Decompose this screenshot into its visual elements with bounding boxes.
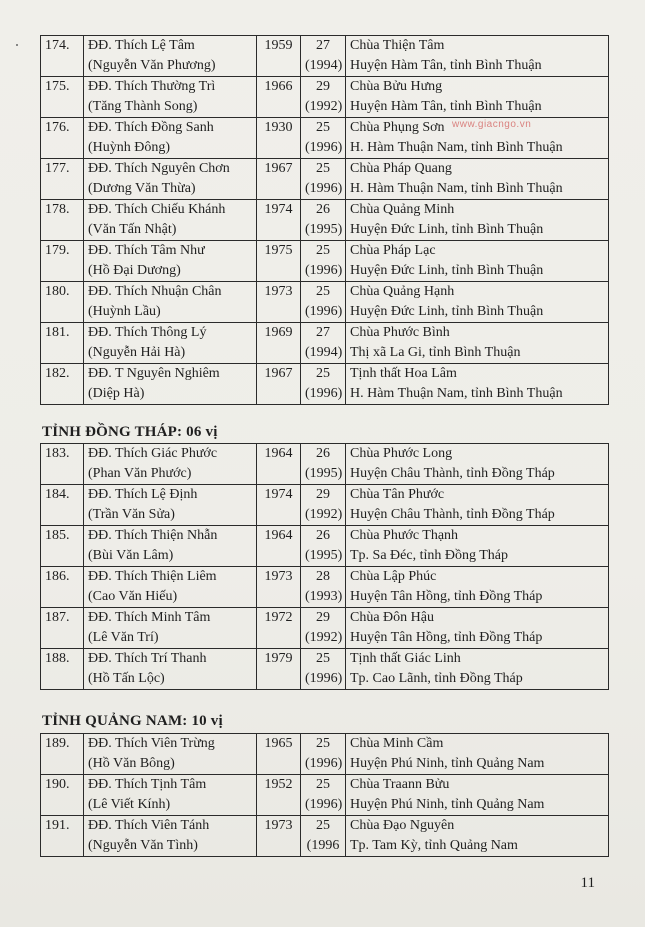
ordination-cell (301, 282, 346, 323)
birth-year: 1969 (257, 323, 301, 364)
temple-cell (346, 816, 609, 857)
entry-number: 178. (41, 200, 84, 241)
ordination-age: 25 (316, 243, 330, 258)
ordination-age: 29 (316, 79, 330, 94)
lay-name: (Dương Văn Thừa) (88, 181, 196, 196)
temple-location: Huyện Tân Hồng, tỉnh Đồng Tháp (350, 589, 543, 604)
birth-year: 1965 (257, 734, 301, 775)
dharma-name: ĐĐ. Thích Viên Tánh (88, 818, 210, 833)
ordination-age: 25 (316, 161, 330, 176)
temple-location: H. Hàm Thuận Nam, tỉnh Bình Thuận (350, 140, 563, 155)
table-row (41, 159, 609, 200)
monk-name-cell (84, 526, 257, 567)
ordination-cell (301, 567, 346, 608)
entry-number: 177. (41, 159, 84, 200)
table-row (41, 323, 609, 364)
birth-year: 1952 (257, 775, 301, 816)
entry-number: 184. (41, 485, 84, 526)
ordination-age: 25 (316, 736, 330, 751)
ordination-cell (301, 36, 346, 77)
birth-year: 1973 (257, 282, 301, 323)
ordination-cell (301, 200, 346, 241)
monk-name-cell (84, 734, 257, 775)
entry-number: 180. (41, 282, 84, 323)
temple-name: Chùa Lập Phúc (350, 569, 437, 584)
dharma-name: ĐĐ. Thích Thiện Nhẫn (88, 528, 218, 543)
monk-name-cell (84, 118, 257, 159)
ordination-cell (301, 77, 346, 118)
temple-cell (346, 608, 609, 649)
table-row (41, 775, 609, 816)
page-number: 11 (580, 875, 595, 891)
birth-year: 1964 (257, 526, 301, 567)
birth-year: 1959 (257, 36, 301, 77)
temple-cell (346, 77, 609, 118)
entry-number: 183. (41, 444, 84, 485)
table-row (41, 608, 609, 649)
table-row (41, 526, 609, 567)
birth-year: 1967 (257, 364, 301, 405)
ordination-year: (1995) (305, 222, 343, 237)
temple-cell (346, 118, 609, 159)
register-table-quang-nam (40, 733, 609, 857)
temple-cell (346, 159, 609, 200)
temple-location: H. Hàm Thuận Nam, tỉnh Bình Thuận (350, 386, 563, 401)
temple-cell (346, 323, 609, 364)
temple-location: Huyện Châu Thành, tỉnh Đồng Tháp (350, 507, 555, 522)
dharma-name: ĐĐ. Thích Nhuận Chân (88, 284, 222, 299)
ordination-year: (1996) (305, 386, 343, 401)
entry-number: 191. (41, 816, 84, 857)
temple-name: Chùa Traann Bửu (350, 777, 450, 792)
table-row (41, 36, 609, 77)
temple-name: Chùa Phụng Sơn (350, 120, 445, 135)
ordination-year: (1996) (305, 181, 343, 196)
ordination-cell (301, 734, 346, 775)
temple-location: Huyện Châu Thành, tỉnh Đồng Tháp (350, 466, 555, 481)
lay-name: (Lê Văn Trí) (88, 630, 159, 645)
table-row (41, 567, 609, 608)
dharma-name: ĐĐ. Thích Giác Phước (88, 446, 218, 461)
temple-name: Chùa Đạo Nguyên (350, 818, 455, 833)
ordination-year: (1994) (305, 345, 343, 360)
temple-location: Huyện Đức Linh, tỉnh Bình Thuận (350, 304, 544, 319)
temple-location: H. Hàm Thuận Nam, tỉnh Bình Thuận (350, 181, 563, 196)
temple-location: Huyện Đức Linh, tỉnh Bình Thuận (350, 263, 544, 278)
entry-number: 190. (41, 775, 84, 816)
entry-number: 186. (41, 567, 84, 608)
temple-cell (346, 775, 609, 816)
ordination-cell (301, 526, 346, 567)
entry-number: 182. (41, 364, 84, 405)
table-row (41, 282, 609, 323)
ordination-age: 25 (316, 818, 330, 833)
lay-name: (Phan Văn Phước) (88, 466, 192, 481)
temple-location: Huyện Phú Ninh, tỉnh Quảng Nam (350, 797, 545, 812)
ordination-year: (1996) (305, 304, 343, 319)
ordination-age: 26 (316, 528, 330, 543)
register-table-dong-thap (40, 443, 609, 690)
lay-name: (Nguyễn Văn Tình) (88, 838, 198, 853)
birth-year: 1975 (257, 241, 301, 282)
lay-name: (Bùi Văn Lâm) (88, 548, 174, 563)
table-row (41, 241, 609, 282)
lay-name: (Cao Văn Hiếu) (88, 589, 178, 604)
temple-name: Chùa Đôn Hậu (350, 610, 434, 625)
temple-location: Huyện Tân Hồng, tỉnh Đồng Tháp (350, 630, 543, 645)
dharma-name: ĐĐ. Thích Trí Thanh (88, 651, 207, 666)
monk-name-cell (84, 444, 257, 485)
table-row (41, 734, 609, 775)
ordination-age: 25 (316, 284, 330, 299)
lay-name: (Hồ Tấn Lộc) (88, 671, 165, 686)
entry-number: 176. (41, 118, 84, 159)
entry-number: 174. (41, 36, 84, 77)
temple-name: Chùa Tân Phước (350, 487, 445, 502)
entry-number: 175. (41, 77, 84, 118)
birth-year: 1966 (257, 77, 301, 118)
table-row (41, 200, 609, 241)
temple-name: Chùa Minh Cầm (350, 736, 444, 751)
monk-name-cell (84, 775, 257, 816)
lay-name: (Trần Văn Sửa) (88, 507, 175, 522)
birth-year: 1964 (257, 444, 301, 485)
monk-name-cell (84, 159, 257, 200)
temple-location: Huyện Hàm Tân, tỉnh Bình Thuận (350, 58, 542, 73)
temple-cell (346, 485, 609, 526)
entry-number: 179. (41, 241, 84, 282)
birth-year: 1930 (257, 118, 301, 159)
temple-cell (346, 526, 609, 567)
birth-year: 1974 (257, 485, 301, 526)
ordination-year: (1996) (305, 756, 343, 771)
section-title-quang-nam: TỈNH QUẢNG NAM: 10 vị (42, 713, 223, 729)
watermark: www.giacngo.vn (452, 119, 532, 130)
ordination-cell (301, 364, 346, 405)
ordination-age: 26 (316, 202, 330, 217)
lay-name: (Diệp Hà) (88, 386, 145, 401)
birth-year: 1974 (257, 200, 301, 241)
temple-cell (346, 241, 609, 282)
temple-name: Tịnh thất Hoa Lâm (350, 366, 457, 381)
ordination-age: 25 (316, 777, 330, 792)
temple-cell (346, 200, 609, 241)
ordination-year: (1992) (305, 99, 343, 114)
ordination-year: (1996 (306, 838, 340, 853)
temple-name: Chùa Phước Long (350, 446, 453, 461)
lay-name: (Nguyễn Văn Phương) (88, 58, 216, 73)
birth-year: 1972 (257, 608, 301, 649)
table-row (41, 77, 609, 118)
ordination-cell (301, 775, 346, 816)
entry-number: 189. (41, 734, 84, 775)
temple-name: Chùa Pháp Lạc (350, 243, 436, 258)
temple-cell (346, 282, 609, 323)
lay-name: (Văn Tấn Nhật) (88, 222, 177, 237)
dharma-name: ĐĐ. Thích Đồng Sanh (88, 120, 214, 135)
birth-year: 1973 (257, 567, 301, 608)
register-table-binh-thuan (40, 35, 609, 405)
lay-name: (Tăng Thành Song) (88, 99, 198, 114)
ordination-year: (1996) (305, 797, 343, 812)
ordination-cell (301, 241, 346, 282)
temple-location: Tp. Sa Đéc, tỉnh Đồng Tháp (350, 548, 508, 563)
temple-location: Huyện Phú Ninh, tỉnh Quảng Nam (350, 756, 545, 771)
temple-name: Chùa Quảng Hạnh (350, 284, 455, 299)
temple-cell (346, 364, 609, 405)
lay-name: (Hồ Văn Bông) (88, 756, 175, 771)
temple-location: Huyện Đức Linh, tỉnh Bình Thuận (350, 222, 544, 237)
ordination-cell (301, 323, 346, 364)
monk-name-cell (84, 36, 257, 77)
dharma-name: ĐĐ. Thích Lệ Tâm (88, 38, 195, 53)
dharma-name: ĐĐ. Thích Thông Lý (88, 325, 207, 340)
temple-location: Thị xã La Gi, tỉnh Bình Thuận (350, 345, 521, 360)
ordination-age: 27 (316, 38, 330, 53)
table-row (41, 816, 609, 857)
ordination-year: (1995) (305, 548, 343, 563)
birth-year: 1973 (257, 816, 301, 857)
dharma-name: ĐĐ. Thích Viên Trừng (88, 736, 215, 751)
ordination-age: 26 (316, 446, 330, 461)
temple-cell (346, 649, 609, 690)
temple-location: Huyện Hàm Tân, tỉnh Bình Thuận (350, 99, 542, 114)
ordination-cell (301, 159, 346, 200)
ordination-cell (301, 118, 346, 159)
dharma-name: ĐĐ. Thích Lệ Định (88, 487, 198, 502)
table-row (41, 649, 609, 690)
monk-name-cell (84, 200, 257, 241)
temple-name: Chùa Quảng Minh (350, 202, 455, 217)
ordination-year: (1995) (305, 466, 343, 481)
ordination-age: 29 (316, 487, 330, 502)
temple-name: Chùa Bửu Hưng (350, 79, 443, 94)
table-row (41, 364, 609, 405)
ordination-cell (301, 444, 346, 485)
table-row (41, 485, 609, 526)
temple-location: Tp. Tam Kỳ, tỉnh Quảng Nam (350, 838, 518, 853)
dharma-name: ĐĐ. Thích Chiếu Khánh (88, 202, 226, 217)
speck (16, 44, 18, 46)
dharma-name: ĐĐ. Thích Minh Tâm (88, 610, 211, 625)
entry-number: 187. (41, 608, 84, 649)
ordination-year: (1992) (305, 630, 343, 645)
ordination-age: 25 (316, 366, 330, 381)
entry-number: 188. (41, 649, 84, 690)
entry-number: 185. (41, 526, 84, 567)
dharma-name: ĐĐ. Thích Thiện Liêm (88, 569, 217, 584)
monk-name-cell (84, 485, 257, 526)
ordination-year: (1996) (305, 671, 343, 686)
monk-name-cell (84, 323, 257, 364)
dharma-name: ĐĐ. T Nguyên Nghiêm (88, 366, 220, 381)
ordination-cell (301, 649, 346, 690)
temple-cell (346, 734, 609, 775)
ordination-year: (1994) (305, 58, 343, 73)
lay-name: (Huỳnh Đông) (88, 140, 171, 155)
entry-number: 181. (41, 323, 84, 364)
birth-year: 1979 (257, 649, 301, 690)
ordination-age: 28 (316, 569, 330, 584)
lay-name: (Lê Viết Kính) (88, 797, 171, 812)
monk-name-cell (84, 649, 257, 690)
table-row (41, 444, 609, 485)
dharma-name: ĐĐ. Thích Thường Trì (88, 79, 216, 94)
dharma-name: ĐĐ. Thích Nguyên Chơn (88, 161, 230, 176)
ordination-year: (1996) (305, 140, 343, 155)
temple-location: Tp. Cao Lãnh, tỉnh Đồng Tháp (350, 671, 523, 686)
ordination-year: (1993) (305, 589, 343, 604)
dharma-name: ĐĐ. Thích Tâm Như (88, 243, 205, 258)
lay-name: (Hồ Đại Dương) (88, 263, 181, 278)
temple-name: Chùa Phước Bình (350, 325, 450, 340)
ordination-cell (301, 608, 346, 649)
ordination-age: 25 (316, 651, 330, 666)
lay-name: (Nguyễn Hải Hà) (88, 345, 186, 360)
table-row (41, 118, 609, 159)
lay-name: (Huỳnh Lầu) (88, 304, 161, 319)
temple-cell (346, 36, 609, 77)
monk-name-cell (84, 282, 257, 323)
temple-name: Tịnh thất Giác Linh (350, 651, 461, 666)
monk-name-cell (84, 364, 257, 405)
monk-name-cell (84, 608, 257, 649)
ordination-cell (301, 485, 346, 526)
birth-year: 1967 (257, 159, 301, 200)
temple-cell (346, 567, 609, 608)
dharma-name: ĐĐ. Thích Tịnh Tâm (88, 777, 207, 792)
monk-name-cell (84, 816, 257, 857)
temple-name: Chùa Phước Thạnh (350, 528, 459, 543)
monk-name-cell (84, 241, 257, 282)
temple-cell (346, 444, 609, 485)
ordination-age: 27 (316, 325, 330, 340)
monk-name-cell (84, 77, 257, 118)
temple-name: Chùa Pháp Quang (350, 161, 452, 176)
ordination-cell (301, 816, 346, 857)
ordination-year: (1996) (305, 263, 343, 278)
monk-name-cell (84, 567, 257, 608)
ordination-year: (1992) (305, 507, 343, 522)
ordination-age: 25 (316, 120, 330, 135)
ordination-age: 29 (316, 610, 330, 625)
temple-name: Chùa Thiện Tâm (350, 38, 445, 53)
section-title-dong-thap: TỈNH ĐỒNG THÁP: 06 vị (42, 424, 218, 440)
